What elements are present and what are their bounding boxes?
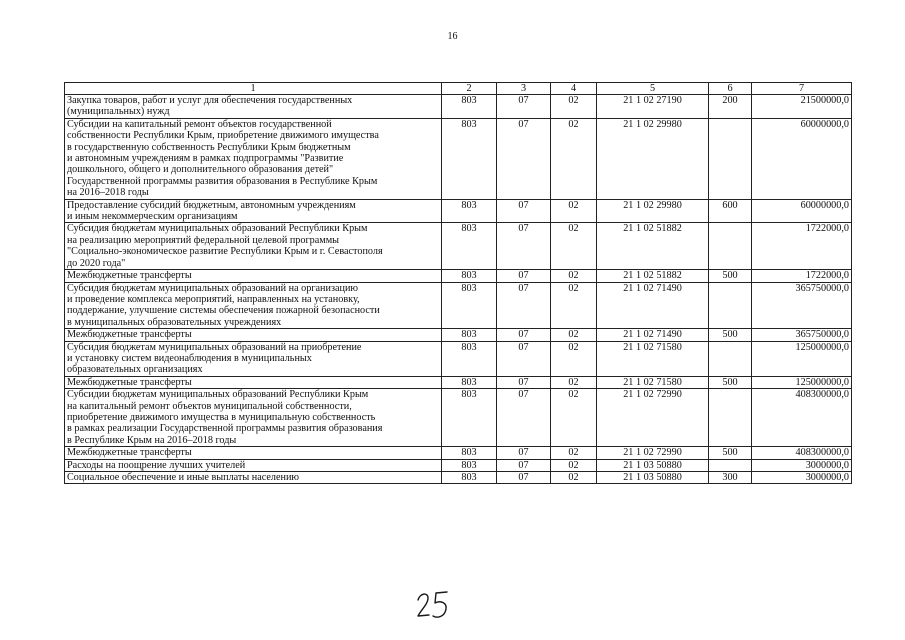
subsection-code-cell: 02	[551, 282, 597, 329]
target-article-cell: 21 1 02 72990	[597, 389, 709, 447]
expense-item-line: Социальное обеспечение и иные выплаты населению	[67, 472, 300, 483]
amount-cell: 408300000,0	[752, 447, 852, 459]
target-article-cell: 21 1 02 27190	[597, 95, 709, 119]
expense-item-line: в государственную собственность Республики Крым бюджетным	[67, 141, 351, 153]
amount-cell: 1722000,0	[752, 270, 852, 282]
expense-type-cell: 500	[709, 270, 752, 282]
expense-item-name	[65, 270, 442, 282]
section-code-cell: 07	[497, 459, 551, 471]
page-number: 16	[447, 31, 458, 42]
subsection-code-cell: 02	[551, 199, 597, 223]
expense-item-name	[65, 199, 442, 223]
target-article-cell: 21 1 02 29980	[597, 118, 709, 199]
subsection-code-cell: 02	[551, 389, 597, 447]
column-header: 6	[709, 83, 752, 95]
target-article-cell: 21 1 02 71580	[597, 341, 709, 376]
expense-item-line: до 2020 года"	[67, 257, 126, 269]
section-code-cell: 07	[497, 472, 551, 484]
target-article-cell: 21 1 03 50880	[597, 472, 709, 484]
expense-item-line: Межбюджетные трансферты	[67, 447, 192, 459]
expense-item-line: Государственной программы развития образования в Республике Крым	[67, 175, 378, 187]
target-article-cell: 21 1 02 71490	[597, 282, 709, 329]
column-header: 3	[497, 83, 551, 95]
ministry-code-cell: 803	[442, 95, 497, 119]
target-article-cell: 21 1 02 51882	[597, 270, 709, 282]
header-row	[65, 83, 852, 95]
expense-item-name	[65, 118, 442, 199]
expense-item-line: Межбюджетные трансферты	[67, 376, 192, 388]
ministry-code-cell: 803	[442, 329, 497, 341]
target-article-cell: 21 1 02 51882	[597, 223, 709, 270]
subsection-code-cell: 02	[551, 459, 597, 471]
budget-table	[64, 82, 852, 484]
expense-type-cell: 500	[709, 376, 752, 388]
expense-item-line: в муниципальных образовательных учреждениях	[67, 316, 282, 328]
expense-type-cell	[709, 389, 752, 447]
subsection-code-cell: 02	[551, 223, 597, 270]
target-article-cell: 21 1 02 72990	[597, 447, 709, 459]
column-header: 5	[597, 83, 709, 95]
section-code-cell: 07	[497, 282, 551, 329]
expense-item-line: и установку систем видеонаблюдения в муниципальных	[67, 352, 312, 364]
expense-item-line: на реализацию мероприятий федеральной целевой программы	[67, 234, 340, 246]
expense-item-line: на 2016–2018 годы	[67, 187, 149, 199]
expense-type-cell: 300	[709, 472, 752, 484]
table-row	[65, 472, 852, 484]
ministry-code-cell: 803	[442, 118, 497, 199]
expense-item-line: Предоставление субсидий бюджетным, автономным учреждениям	[67, 199, 356, 211]
section-code-cell: 07	[497, 376, 551, 388]
amount-cell: 21500000,0	[752, 95, 852, 119]
expense-item-line: образовательных организациях	[67, 364, 203, 376]
expense-item-name	[65, 223, 442, 270]
table-row	[65, 389, 852, 447]
expense-item-line: и проведение комплекса мероприятий, направленных на установку,	[67, 293, 360, 305]
expense-item-name	[65, 95, 442, 119]
ministry-code-cell: 803	[442, 270, 497, 282]
column-header: 7	[752, 83, 852, 95]
table-row	[65, 282, 852, 329]
target-article-cell: 21 1 02 29980	[597, 199, 709, 223]
handwritten-number-image	[415, 588, 455, 622]
expense-item-name	[65, 389, 442, 447]
table-row	[65, 270, 852, 282]
amount-cell: 1722000,0	[752, 223, 852, 270]
subsection-code-cell: 02	[551, 376, 597, 388]
table-row	[65, 329, 852, 341]
ministry-code-cell: 803	[442, 199, 497, 223]
column-header: 2	[442, 83, 497, 95]
section-code-cell: 07	[497, 199, 551, 223]
expense-item-line: Закупка товаров, работ и услуг для обеспечения государственных	[67, 95, 353, 106]
expense-type-cell: 600	[709, 199, 752, 223]
subsection-code-cell: 02	[551, 95, 597, 119]
column-header: 1	[65, 83, 442, 95]
expense-item-line: и автономным учреждениям в рамках подпрограммы "Развитие	[67, 153, 344, 165]
expense-type-cell	[709, 118, 752, 199]
ministry-code-cell: 803	[442, 223, 497, 270]
expense-item-name	[65, 282, 442, 329]
expense-type-cell: 200	[709, 95, 752, 119]
section-code-cell: 07	[497, 341, 551, 376]
amount-cell: 365750000,0	[752, 329, 852, 341]
ministry-code-cell: 803	[442, 282, 497, 329]
subsection-code-cell: 02	[551, 118, 597, 199]
expense-item-line: поддержание, улучшение системы обеспечения пожарной безопасности	[67, 305, 380, 317]
expense-item-line: собственности Республики Крым, приобретение движимого имущества	[67, 130, 379, 142]
expense-item-name	[65, 459, 442, 471]
expense-item-name	[65, 329, 442, 341]
ministry-code-cell: 803	[442, 389, 497, 447]
table-row	[65, 447, 852, 459]
amount-cell: 60000000,0	[752, 118, 852, 199]
expense-item-line: Субсидия бюджетам муниципальных образований на приобретение	[67, 341, 362, 353]
expense-type-cell	[709, 341, 752, 376]
expense-item-line: в рамках реализации Государственной программы развития образования	[67, 423, 383, 435]
expense-item-name	[65, 376, 442, 388]
column-header: 4	[551, 83, 597, 95]
amount-cell: 3000000,0	[752, 459, 852, 471]
amount-cell: 365750000,0	[752, 282, 852, 329]
ministry-code-cell: 803	[442, 472, 497, 484]
ministry-code-cell: 803	[442, 341, 497, 376]
amount-cell: 125000000,0	[752, 341, 852, 376]
amount-cell: 3000000,0	[752, 472, 852, 484]
section-code-cell: 07	[497, 447, 551, 459]
expense-item-line: на капитальный ремонт объектов муниципальной собственности,	[67, 400, 352, 412]
expense-type-cell	[709, 223, 752, 270]
ministry-code-cell: 803	[442, 376, 497, 388]
target-article-cell: 21 1 02 71580	[597, 376, 709, 388]
table-row	[65, 459, 852, 471]
subsection-code-cell: 02	[551, 329, 597, 341]
target-article-cell: 21 1 02 71490	[597, 329, 709, 341]
table-row	[65, 341, 852, 376]
section-code-cell: 07	[497, 223, 551, 270]
expense-type-cell	[709, 459, 752, 471]
table-row	[65, 118, 852, 199]
table-row	[65, 376, 852, 388]
expense-item-line: в Республике Крым на 2016–2018 годы	[67, 434, 237, 446]
section-code-cell: 07	[497, 118, 551, 199]
subsection-code-cell: 02	[551, 270, 597, 282]
expense-type-cell: 500	[709, 447, 752, 459]
expense-item-line: Субсидии бюджетам муниципальных образований Республики Крым	[67, 389, 369, 401]
expense-item-line: Субсидия бюджетам муниципальных образований на организацию	[67, 282, 359, 294]
expense-item-line: и иным некоммерческим организациям	[67, 211, 238, 223]
expense-item-name	[65, 472, 442, 484]
expense-item-line: Расходы на поощрение лучших учителей	[67, 459, 246, 471]
expense-item-line: Межбюджетные трансферты	[67, 270, 192, 282]
expense-item-line: "Социально-экономическое развитие Республики Крым и г. Севастополя	[67, 246, 383, 258]
table-row	[65, 223, 852, 270]
table-row	[65, 199, 852, 223]
expense-item-line: приобретение движимого имущества в муниципальную собственность	[67, 411, 376, 423]
subsection-code-cell: 02	[551, 472, 597, 484]
expense-item-line: дошкольного, общего и дополнительного образования детей"	[67, 164, 334, 176]
expense-item-name	[65, 447, 442, 459]
amount-cell: 60000000,0	[752, 199, 852, 223]
expense-item-line: Субсидии на капитальный ремонт объектов государственной	[67, 118, 332, 130]
amount-cell: 408300000,0	[752, 389, 852, 447]
amount-cell: 125000000,0	[752, 376, 852, 388]
expense-item-line: Межбюджетные трансферты	[67, 329, 192, 341]
subsection-code-cell: 02	[551, 341, 597, 376]
handwritten-signature	[415, 588, 455, 627]
target-article-cell: 21 1 03 50880	[597, 459, 709, 471]
expense-item-line: (муниципальных) нужд	[67, 106, 170, 118]
section-code-cell: 07	[497, 270, 551, 282]
section-code-cell: 07	[497, 95, 551, 119]
table-row	[65, 95, 852, 119]
section-code-cell: 07	[497, 389, 551, 447]
expense-type-cell: 500	[709, 329, 752, 341]
expense-item-line: Субсидия бюджетам муниципальных образований Республики Крым	[67, 223, 368, 235]
expense-type-cell	[709, 282, 752, 329]
section-code-cell: 07	[497, 329, 551, 341]
expense-item-name	[65, 341, 442, 376]
ministry-code-cell: 803	[442, 459, 497, 471]
ministry-code-cell: 803	[442, 447, 497, 459]
subsection-code-cell: 02	[551, 447, 597, 459]
